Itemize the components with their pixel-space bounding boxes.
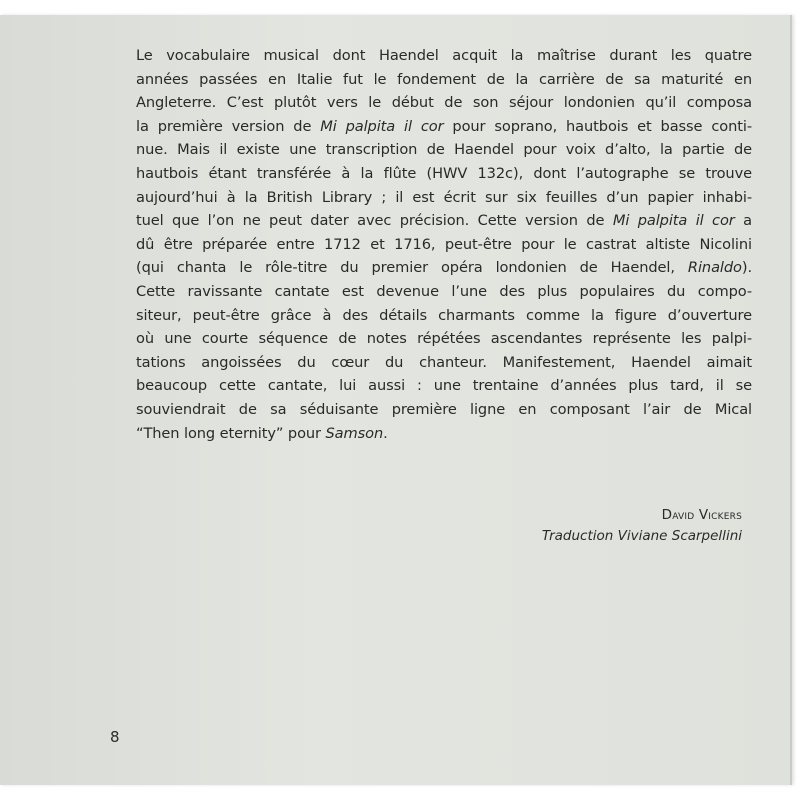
text-line xyxy=(136,374,752,398)
italic-title: Mi palpita il cor xyxy=(320,117,444,135)
body-paragraph xyxy=(136,44,752,445)
text-segment: aujourd’hui à la British Library ; il est écrit sur six feuilles d’un papier inhabi- xyxy=(136,188,752,206)
text-segment: “Then long eternity” pour xyxy=(136,424,326,442)
text-segment: . xyxy=(383,424,388,442)
text-line xyxy=(136,280,752,304)
text-segment: tuel que l’on ne peut dater avec précision. Cette version de xyxy=(136,212,613,230)
text-segment: Angleterre. C’est plutôt vers le début de son séjour londonien qu’il composa xyxy=(136,94,752,112)
text-line xyxy=(136,304,752,328)
text-segment: ). xyxy=(741,259,752,277)
text-segment: souviendrait de sa séduisante première ligne en composant l’air de Mical xyxy=(136,400,752,418)
text-segment: (qui chanta le rôle-titre du premier opéra londonien de Haendel, xyxy=(136,259,688,277)
page-number: 8 xyxy=(110,728,120,746)
italic-title: Rinaldo xyxy=(687,259,742,277)
italic-title: Mi palpita il cor xyxy=(612,212,735,230)
text-line xyxy=(136,233,752,257)
text-line xyxy=(136,91,752,115)
text-line xyxy=(136,115,752,139)
text-line xyxy=(136,351,752,375)
text-line xyxy=(136,256,752,280)
text-segment: hautbois étant transférée à la flûte (HWV 132c), dont l’autographe se trouve xyxy=(136,164,752,182)
text-segment: Cette ravissante cantate est devenue l’une des plus populaires du compo- xyxy=(136,282,752,300)
text-line xyxy=(136,209,752,233)
text-segment: années passées en Italie fut le fondement de la carrière de sa maturité en xyxy=(136,70,752,88)
text-segment: siteur, peut-être grâce à des détails charmants comme la figure d’ouverture xyxy=(136,306,752,324)
text-line xyxy=(136,162,752,186)
text-segment: beaucoup cette cantate, lui aussi : une trentaine d’années plus tard, il se xyxy=(136,377,752,395)
text-line xyxy=(136,44,752,68)
text-segment: nue. Mais il existe une transcription de Haendel pour voix d’alto, la partie de xyxy=(136,141,752,159)
page-edge xyxy=(790,15,792,785)
text-segment: la première version de xyxy=(136,117,321,135)
text-segment: a xyxy=(734,212,752,230)
text-line xyxy=(136,186,752,210)
text-line xyxy=(136,68,752,92)
signature-block xyxy=(542,505,742,547)
text-line xyxy=(136,422,752,446)
translator-credit: Traduction Viviane Scarpellini xyxy=(541,528,742,544)
text-line xyxy=(136,398,752,422)
text-segment: pour soprano, hautbois et basse conti- xyxy=(443,117,752,135)
text-segment: Le vocabulaire musical dont Haendel acquit la maîtrise durant les quatre xyxy=(136,47,752,64)
text-segment: dû être préparée entre 1712 et 1716, peut-être pour le castrat altiste Nicolini xyxy=(136,235,752,253)
italic-title: Samson xyxy=(325,424,384,442)
author-name: David Vickers xyxy=(661,507,742,523)
text-segment: tations angoissées du cœur du chanteur. Manifestement, Haendel aimait xyxy=(136,353,752,371)
text-line xyxy=(136,327,752,351)
text-segment: où une courte séquence de notes répétées ascendantes représente les palpi- xyxy=(136,330,752,348)
text-line xyxy=(136,138,752,162)
